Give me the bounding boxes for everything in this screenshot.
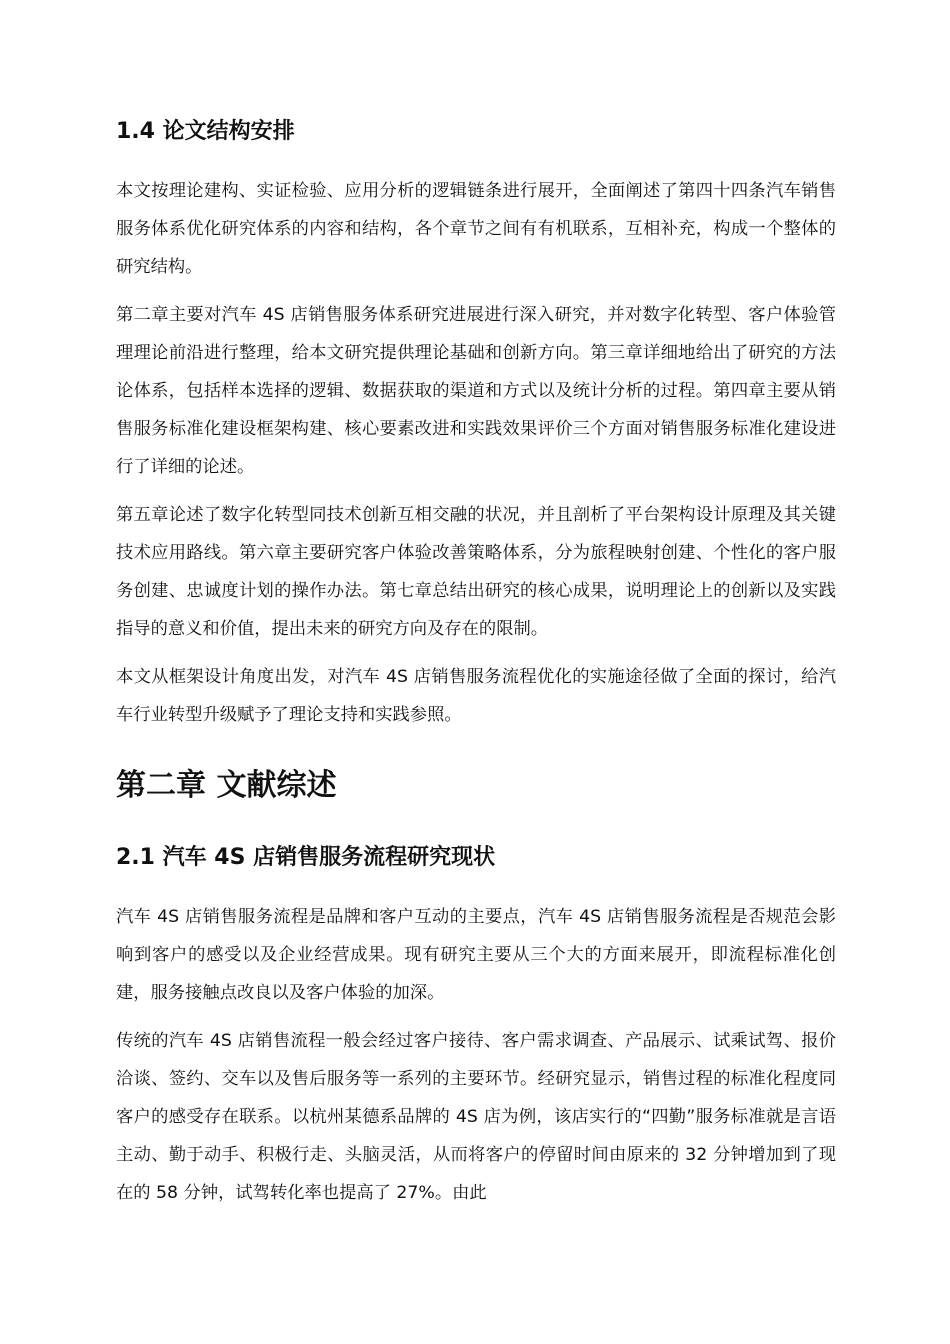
section-heading-2-1: 2.1 汽车 4S 店销售服务流程研究现状 xyxy=(116,845,496,870)
document-body xyxy=(116,112,836,1222)
paragraph: 第二章主要对汽车 4S 店销售服务体系研究进展进行深入研究，并对数字化转型、客户体验管理理论前沿进行整理，给本文研究提供理论基础和创新方向。第三章详细地给出了研究的方法论体系，包括样本选择的逻辑、数据获取的渠道和方式以及统计分析的过程。第四章主要从销售服务标准化建设框架构建、核心要素改进和实践效果评价三个方面对销售服务标准化建设进行了详细的论述。 xyxy=(116,305,836,477)
paragraph: 传统的汽车 4S 店销售流程一般会经过客户接待、客户需求调查、产品展示、试乘试驾、报价洽谈、签约、交车以及售后服务等一系列的主要环节。经研究显示，销售过程的标准化程度同客户的感受存在联系。以杭州某德系品牌的 4S 店为例，该店实行的“四勤”服务标准就是言语主动、勤于动手、积极行走、头脑灵活，从而将客户的停留时间由原来的 32 分钟增加到了现在的 58 分钟，试驾转化率也提高了 27%。由此 xyxy=(116,1031,836,1203)
paragraph: 汽车 4S 店销售服务流程是品牌和客户互动的主要点，汽车 4S 店销售服务流程是否规范会影响到客户的感受以及企业经营成果。现有研究主要从三个大的方面来展开，即流程标准化创建，服务接触点改良以及客户体验的加深。 xyxy=(116,907,836,1003)
paragraph: 本文从框架设计角度出发，对汽车 4S 店销售服务流程优化的实施途径做了全面的探讨，给汽车行业转型升级赋予了理论支持和实践参照。 xyxy=(116,667,836,725)
paragraph: 第五章论述了数字化转型同技术创新互相交融的状况，并且剖析了平台架构设计原理及其关键技术应用路线。第六章主要研究客户体验改善策略体系，分为旅程映射创建、个性化的客户服务创建、忠诚度计划的操作办法。第七章总结出研究的核心成果，说明理论上的创新以及实践指导的意义和价值，提出未来的研究方向及存在的限制。 xyxy=(116,505,836,639)
section-heading-1-4: 1.4 论文结构安排 xyxy=(116,119,295,144)
paragraph: 本文按理论建构、实证检验、应用分析的逻辑链条进行展开，全面阐述了第四十四条汽车销售服务体系优化研究体系的内容和结构，各个章节之间有有机联系，互相补充，构成一个整体的研究结构。 xyxy=(116,181,836,277)
chapter-title-2: 第二章 文献综述 xyxy=(116,768,337,803)
